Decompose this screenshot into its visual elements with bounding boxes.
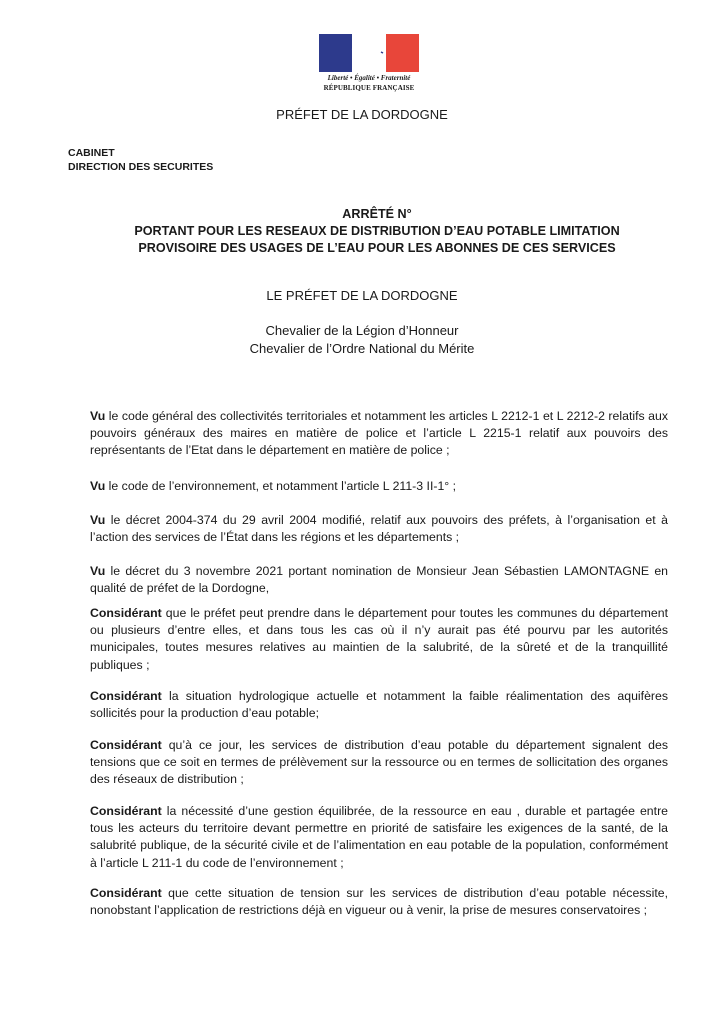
decree-title-line-2: PROVISOIRE DES USAGES DE L’EAU POUR LES ABONNES DE CES SERVICES — [138, 241, 616, 255]
recital-paragraph: Vu le code de l’environnement, et notamment l’article L 211-3 II-1° ; — [90, 479, 457, 493]
consideration-paragraph: Considérant la situation hydrologique actuelle et notamment la faible réalimentation des aquifères sollicités pour la production d’eau potable; — [90, 689, 668, 721]
direction-label: DIRECTION DES SECURITES — [68, 161, 214, 173]
decree-number: ARRÊTÉ N° — [342, 207, 412, 221]
republic-name: RÉPUBLIQUE FRANÇAISE — [323, 84, 415, 92]
consideration-paragraph: Considérant qu’à ce jour, les services de distribution d’eau potable du département signalent des tensions que ce soit en termes de prélèvement sur la ressource ou en termes de sollicitation des organes des réseaux de distribution ; — [90, 738, 668, 787]
consideration-paragraph: Considérant que cette situation de tension sur les services de distribution d’eau potable nécessite, nonobstant l’application de restrictions déjà en vigueur ou à venir, la prise de mesures conservatoires ; — [90, 886, 668, 918]
signatory-name: LE PRÉFET DE LA DORDOGNE — [266, 288, 458, 303]
cabinet-label: CABINET — [68, 147, 115, 159]
issuing-office — [68, 146, 213, 174]
republic-motto: Liberté • Égalité • Fraternité — [327, 74, 411, 82]
consideration-paragraph: Considérant que le préfet peut prendre dans le département pour toutes les communes du département ou plusieurs d’entre elles, et dans tous les cas où il n’y aurait pas été pourvu par les autorités municipales, toutes mesures relatives au maintien de la salubrité, de la sûreté et de la tranquillité publiques ; — [90, 606, 668, 672]
recital-paragraph: Vu le décret du 3 novembre 2021 portant nomination de Monsieur Jean Sébastien LAMONTAGNE en qualité de préfet de la Dordogne, — [90, 564, 668, 596]
signatory-honor-1: Chevalier de la Légion d’Honneur — [265, 323, 459, 338]
decree-title-line-1: PORTANT POUR LES RESEAUX DE DISTRIBUTION D’EAU POTABLE LIMITATION — [134, 224, 620, 238]
prefecture-header: PRÉFET DE LA DORDOGNE — [276, 107, 448, 122]
republic-logo — [316, 34, 422, 96]
marianne-flag-icon — [319, 34, 419, 72]
signatory-honor-2: Chevalier de l’Ordre National du Mérite — [249, 341, 475, 356]
recital-paragraph: Vu le décret 2004-374 du 29 avril 2004 modifié, relatif aux pouvoirs des préfets, à l’organisation et à l’action des services de l’État dans les régions et les départements ; — [90, 513, 668, 545]
recital-paragraph: Vu le code général des collectivités territoriales et notamment les articles L 2212-1 et L 2212-2 relatifs aux pouvoirs généraux des maires en matière de police et l’article L 2215-1 relatif aux pouvoirs des représentants de l’Etat dans le département en matière de police ; — [90, 409, 668, 458]
consideration-paragraph: Considérant la nécessité d’une gestion équilibrée, de la ressource en eau , durable et partagée entre tous les acteurs du territoire devant permettre en priorité de satisfaire les exigences de la santé, de la salubrité publique, de la sécurité civile et de l’alimentation en eau potable de la population, conformément à l’article L 211-1 du code de l’environnement ; — [90, 804, 668, 870]
